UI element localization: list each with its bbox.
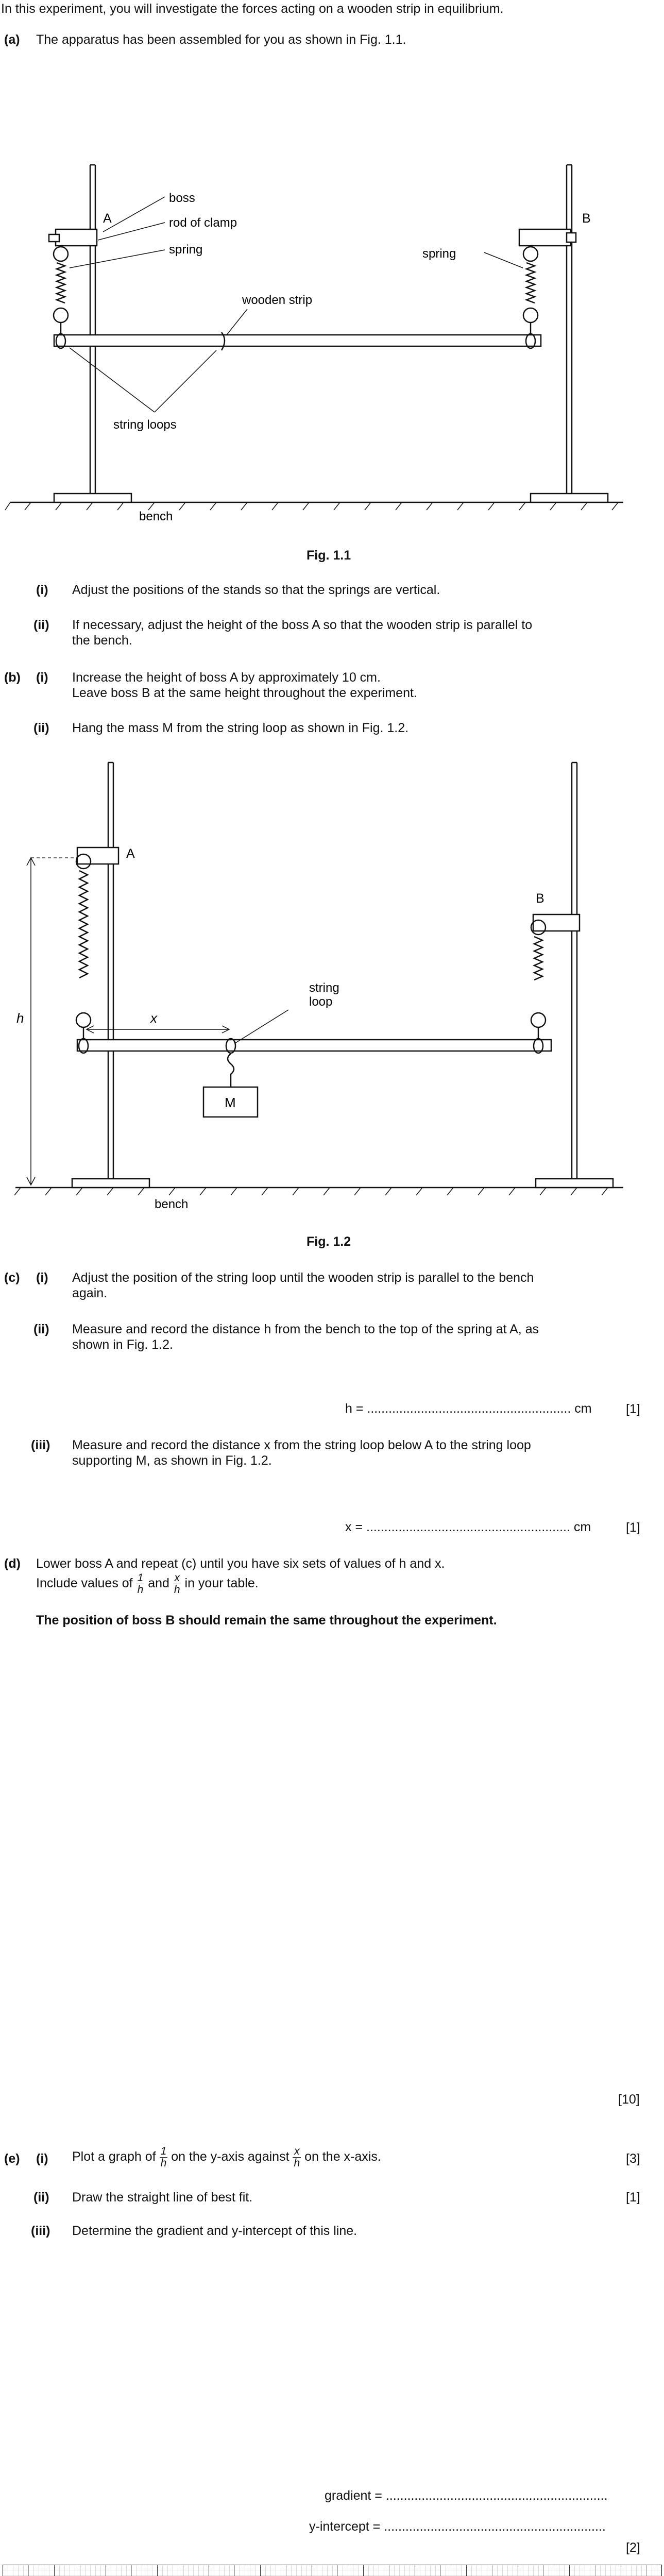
part-d-bold-text: The position of boss B should remain the same throughout the experiment. (36, 1613, 497, 1628)
figure-1-1 (0, 149, 664, 541)
part-c-i-label: (i) (36, 1270, 48, 1285)
frac-1-num: 1 (137, 1572, 144, 1584)
part-a-i-text: Adjust the positions of the stands so that the springs are vertical. (72, 583, 440, 597)
fig2-label-A: A (126, 846, 135, 861)
part-c-label: (c) (4, 1270, 20, 1285)
part-c-iii-text-2: supporting M, as shown in Fig. 1.2. (72, 1453, 272, 1468)
part-e-i-text-c: on the x-axis. (304, 2149, 381, 2164)
part-e-i-label: (i) (36, 2151, 48, 2166)
part-e-i-text-a: Plot a graph of (72, 2149, 156, 2164)
frac-2-num: x (173, 1572, 181, 1584)
part-a-i-label: (i) (36, 583, 48, 597)
fig1-label-B: B (582, 211, 591, 226)
part-c-iii-text-1: Measure and record the distance x from the string loop below A to the string loop (72, 1438, 531, 1452)
part-c-ii-text-2: shown in Fig. 1.2. (72, 1337, 173, 1352)
part-c-i-text-1: Adjust the position of the string loop until the wooden strip is parallel to the bench (72, 1270, 534, 1285)
h-answer-line[interactable]: h = ......................................................... cm (345, 1401, 592, 1416)
part-e-iii-label: (iii) (31, 2224, 50, 2238)
part-c-i-text-2: again. (72, 1286, 108, 1300)
part-a-ii-label: (ii) (33, 618, 49, 632)
part-b-label: (b) (4, 670, 21, 685)
part-e-label: (e) (4, 2151, 20, 2166)
part-d-text-2b: and (148, 1576, 169, 1591)
part-d-text-2a: Include values of (36, 1576, 133, 1591)
fig2-label-loop: loop (309, 995, 333, 1009)
part-d-text-2c: in your table. (184, 1576, 259, 1591)
part-d-text-2 (36, 1572, 259, 1596)
fig2-label-h: h (16, 1010, 24, 1026)
part-c-ii-label: (ii) (33, 1322, 49, 1336)
x-marks: [1] (626, 1520, 640, 1535)
part-e-ii-text: Draw the straight line of best fit. (72, 2190, 253, 2205)
fig2-label-M: M (225, 1095, 236, 1110)
fig1-label-bench: bench (139, 510, 173, 523)
fig1-label-spring-left: spring (169, 243, 203, 257)
frac-1-den: h (137, 1584, 144, 1596)
part-a-ii-text-2: the bench. (72, 633, 132, 648)
intro-text: In this experiment, you will investigate the forces acting on a wooden strip in equilibrium. (1, 2, 504, 16)
part-e-ii-label: (ii) (33, 2190, 49, 2205)
part-e-ii-marks: [1] (626, 2190, 640, 2205)
part-b-ii-text: Hang the mass M from the string loop as shown in Fig. 1.2. (72, 721, 409, 735)
fig1-label-spring-right: spring (422, 247, 456, 261)
e-frac-2-den: h (294, 2157, 300, 2170)
part-e-i-text-b: on the y-axis against (171, 2149, 290, 2164)
graph-paper-grid[interactable] (3, 2565, 662, 2576)
fig1-label-rod: rod of clamp (169, 216, 237, 230)
part-d-label: (d) (4, 1556, 21, 1571)
part-e-iii-text: Determine the gradient and y-intercept of this line. (72, 2224, 357, 2238)
part-b-ii-label: (ii) (33, 721, 49, 735)
part-c-ii-text-1: Measure and record the distance h from the bench to the top of the spring at A, as (72, 1322, 539, 1336)
e-frac-2-num: x (293, 2146, 301, 2158)
part-b-i-text-2: Leave boss B at the same height throughout the experiment. (72, 686, 417, 700)
fig2-label-x: x (150, 1010, 157, 1026)
part-e-i-text (72, 2146, 381, 2169)
figure-1-2 (0, 752, 664, 1216)
gradient-answer-line[interactable]: gradient = .............................................................. (325, 2488, 608, 2503)
part-b-i-label: (i) (36, 670, 48, 685)
h-marks: [1] (626, 1402, 640, 1416)
fig1-label-A: A (103, 211, 112, 226)
part-d-text-1: Lower boss A and repeat (c) until you have six sets of values of h and x. (36, 1556, 445, 1571)
fig2-label-B: B (536, 891, 544, 906)
part-a-text: The apparatus has been assembled for you as shown in Fig. 1.1. (36, 32, 406, 47)
fig2-label-bench: bench (155, 1197, 189, 1211)
fig1-label-loops: string loops (113, 418, 177, 432)
part-e-marks: [2] (626, 2540, 640, 2555)
part-d-marks: [10] (618, 2092, 640, 2107)
part-b-i-text-1: Increase the height of boss A by approximately 10 cm. (72, 670, 381, 685)
part-c-iii-label: (iii) (31, 1438, 50, 1452)
fig-1-2-caption: Fig. 1.2 (307, 1234, 351, 1249)
fig-1-1-caption: Fig. 1.1 (307, 548, 351, 563)
part-e-i-marks: [3] (626, 2151, 640, 2166)
fig1-label-strip: wooden strip (242, 293, 313, 307)
fig1-label-boss: boss (169, 191, 195, 205)
fig2-label-string: string (309, 981, 339, 995)
part-a-label: (a) (4, 32, 20, 47)
part-a-ii-text-1: If necessary, adjust the height of the boss A so that the wooden strip is parallel to (72, 618, 533, 632)
x-answer-line[interactable]: x = ......................................................... cm (345, 1520, 591, 1534)
frac-2-den: h (174, 1584, 180, 1596)
intercept-answer-line[interactable]: y-intercept = .............................................................. (309, 2519, 606, 2534)
e-frac-1-num: 1 (160, 2145, 167, 2157)
part-d-answer-space[interactable] (36, 1636, 623, 2069)
e-frac-1-den: h (160, 2157, 167, 2170)
